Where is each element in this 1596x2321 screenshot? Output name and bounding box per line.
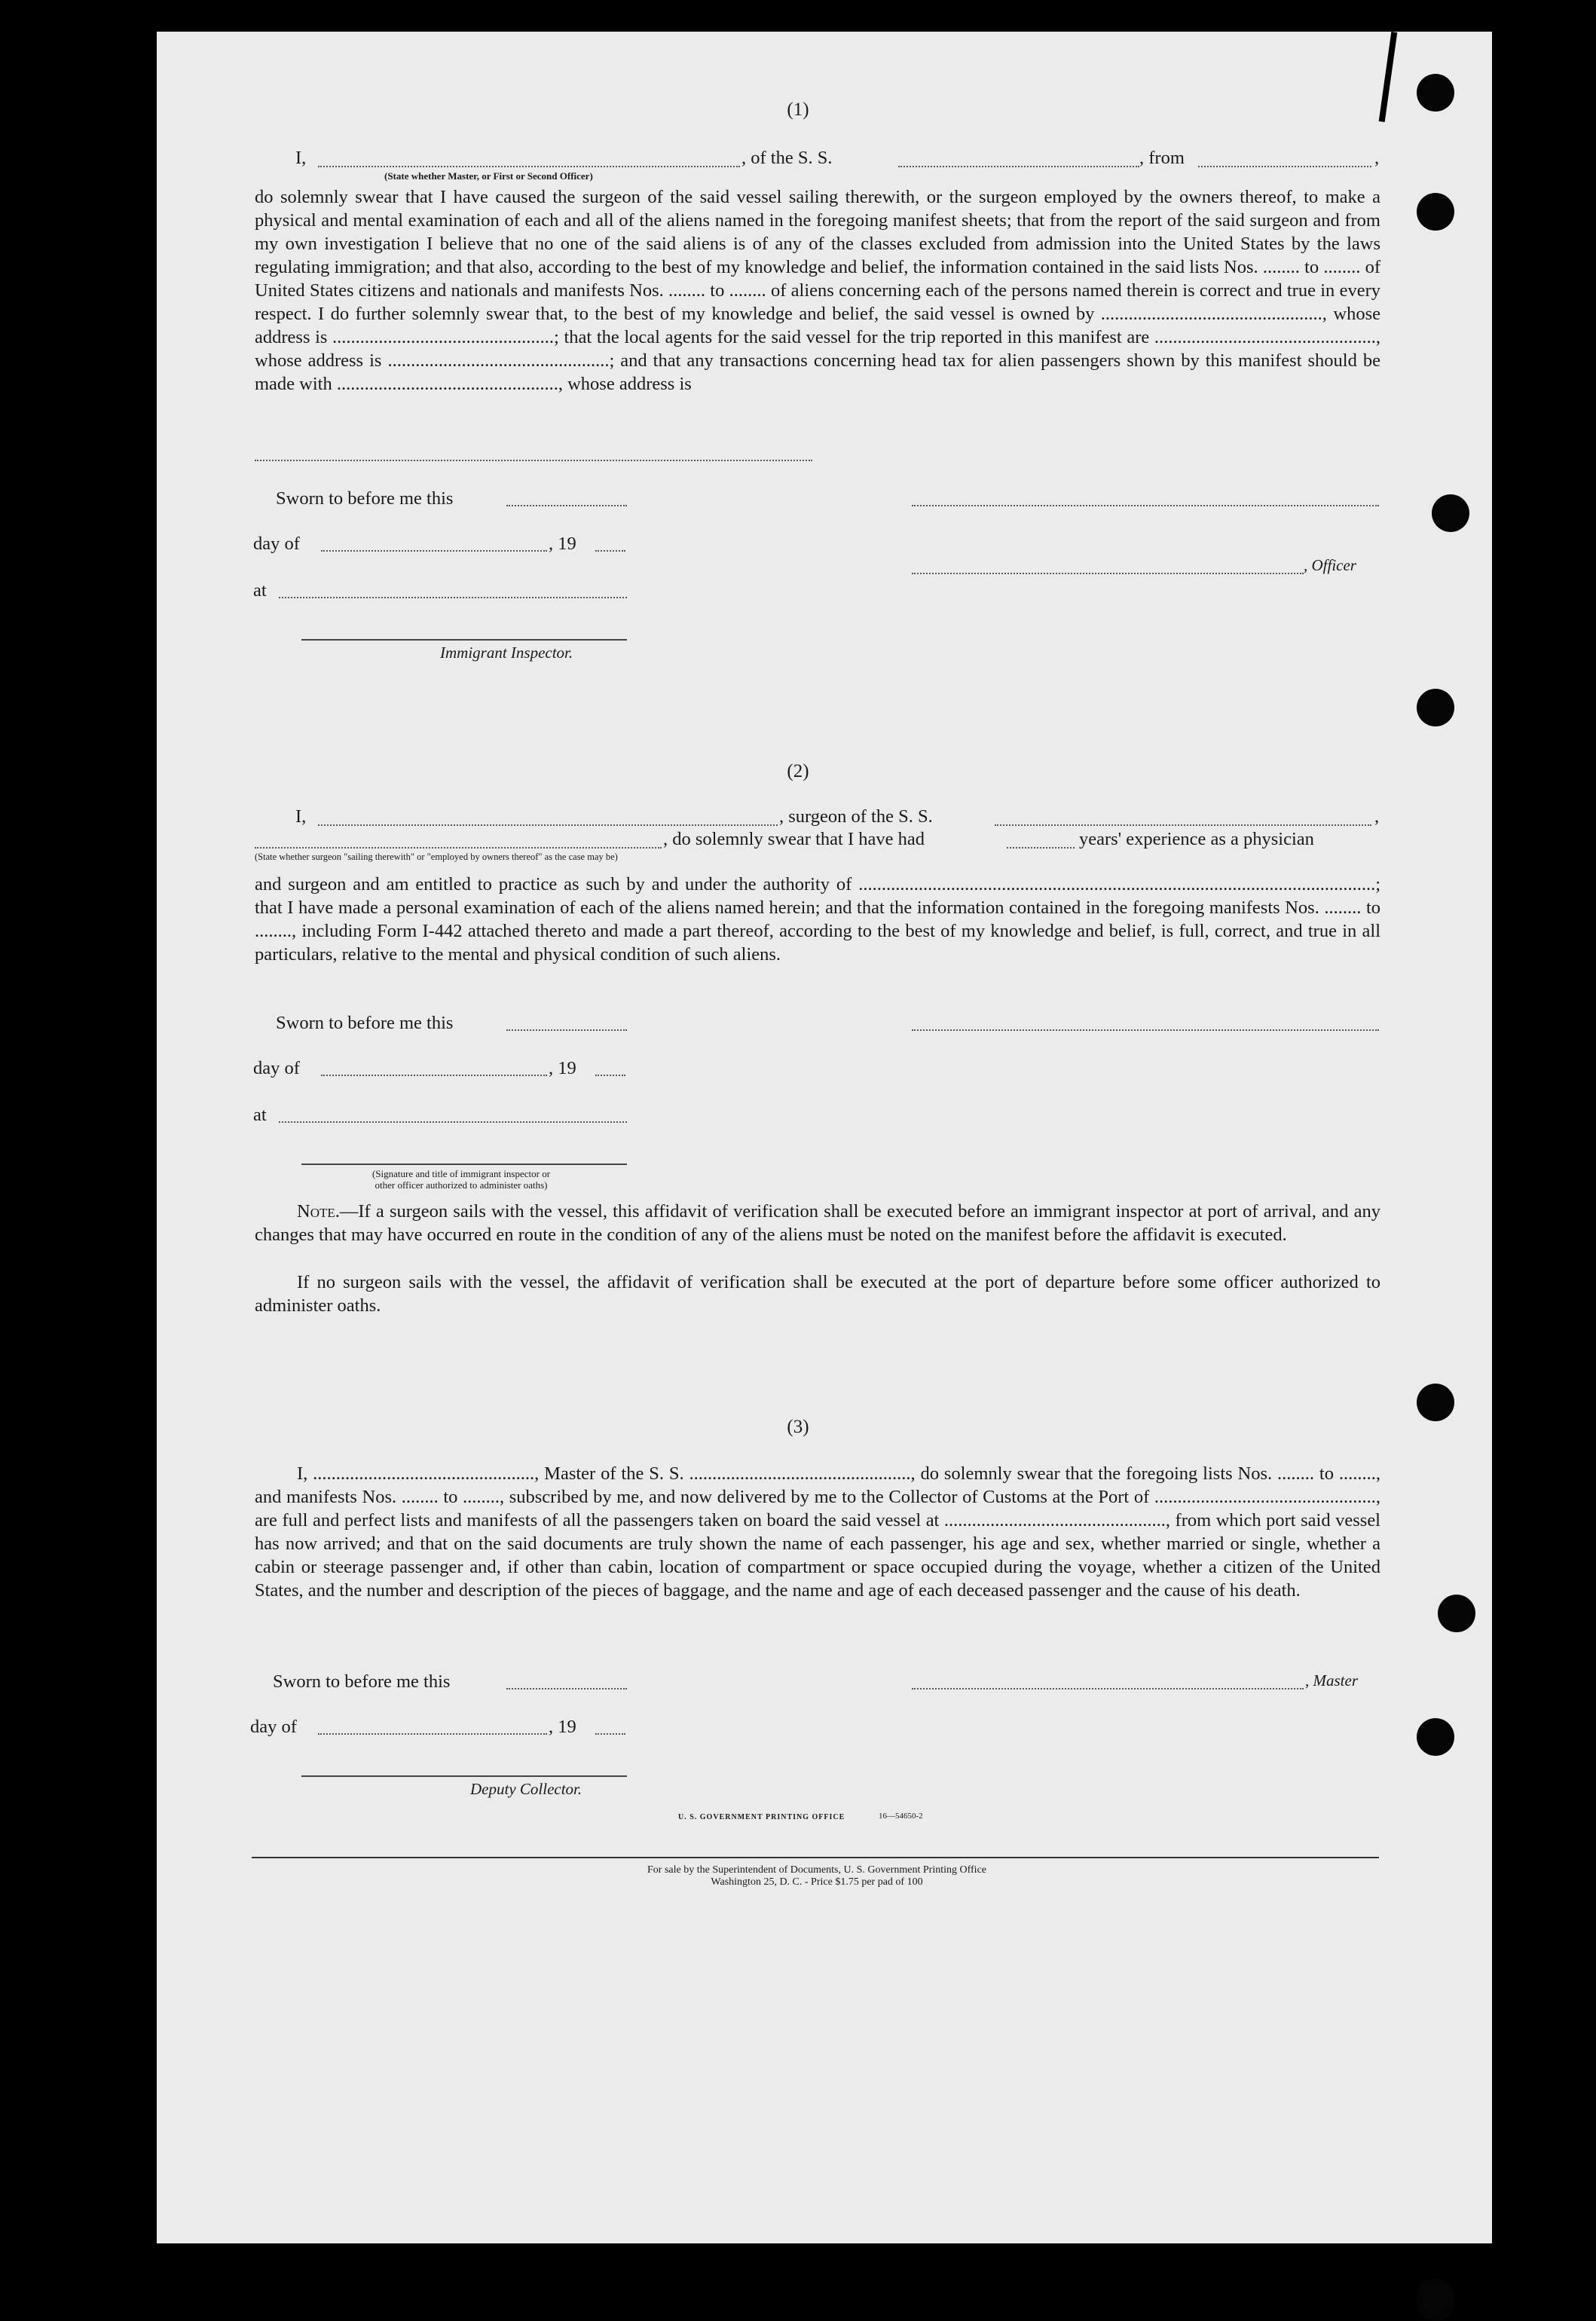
sworn-date-field bbox=[506, 505, 627, 506]
section-1-day-of: day of bbox=[253, 534, 300, 554]
section-1-number: (1) bbox=[787, 99, 809, 120]
at-field bbox=[279, 597, 627, 598]
section-2-surgeon: , surgeon of the S. S. bbox=[779, 806, 933, 827]
note-label: Note. bbox=[297, 1201, 340, 1222]
section-2-at: at bbox=[253, 1105, 267, 1125]
authorized-signature-line bbox=[301, 1164, 627, 1165]
surgeon-status-field bbox=[255, 847, 662, 849]
section-2-number: (2) bbox=[787, 761, 809, 781]
day-of-field-3 bbox=[318, 1733, 547, 1735]
sworn-date-field-3 bbox=[506, 1688, 627, 1690]
year-field-2 bbox=[595, 1075, 625, 1076]
section-1-body: do solemnly swear that I have caused the surgeon of the said vessel sailing therewith, or the surgeon employed by the owners thereof, to make a physical and mental examination of each and all of the aliens named in the foregoing manifest sheets; that from the report of the said surgeon and from my own investigation I believe that no one of the said aliens is of any of the classes excluded from admission into the United States by the laws regulating immigration; and that also, according to the best of my knowledge and belief, the information contained in the said lists Nos. ........ to ........ of United States citizens and nationals and manifests Nos. ........ to ........ of aliens concerning each of the persons named therein is correct and true in every respect. I do further solemnly swear that, to the best of my knowledge and belief, the said vessel is owned by ................................................, whose address is ................................................; that the local agents for the said vessel for the trip reported in this manifest are ................................................, whose address is ................................................; and that any transactions concerning head tax for alien passengers shown by this manifest should be made with ................................................, whose address is bbox=[255, 187, 1380, 394]
day-of-field bbox=[321, 550, 547, 552]
surgeon-name-field bbox=[318, 824, 778, 826]
year-field-3 bbox=[595, 1733, 625, 1735]
section-2-caption: (State whether surgeon "sailing therewith" or "employed by owners thereof" as the case may be) bbox=[255, 852, 618, 862]
master-signature-field bbox=[912, 1688, 1304, 1690]
section-1-of-ss: , of the S. S. bbox=[741, 148, 833, 168]
section-2-i: I, bbox=[295, 806, 307, 827]
form-code: 16—54650-2 bbox=[879, 1812, 923, 1821]
section-1-from: , from bbox=[1139, 148, 1185, 168]
collector-signature-line bbox=[301, 1775, 627, 1777]
ship-name-field bbox=[898, 166, 1139, 167]
section-3-number: (3) bbox=[787, 1417, 809, 1437]
surgeon-signature-field bbox=[912, 1029, 1379, 1031]
binder-hole bbox=[1417, 1384, 1454, 1421]
section-2-comma: , bbox=[1374, 806, 1380, 827]
section-3-body: I, ................................................, Master of the S. S. ................................................, do solemnly swear that the foregoing lists Nos. ........ to ........, and manifests Nos. ........ to ........, subscribed by me, and now delivered by me to the Collector of Customs at the Port of ................................................, are full and perfect lists and manifests of all the passengers taken on board the said vessel at ................................................, from which port said vessel has now arrived; and that on the said documents are truly shown the name of each passenger, his age and sex, whether married or single, whether a cabin or steerage passenger and, if other than cabin, location of compartment or space occupied during the voyage, whether a citizen of the United States, and the number and description of the pieces of baggage, and the name and age of each deceased passenger and the cause of his death. bbox=[255, 1463, 1380, 1601]
section-1-comma: , bbox=[1374, 148, 1380, 168]
immigrant-inspector-label: Immigrant Inspector. bbox=[440, 644, 573, 662]
inspector-signature-line bbox=[301, 639, 627, 641]
year-field bbox=[595, 550, 625, 552]
at-field-2 bbox=[279, 1121, 627, 1123]
binder-hole bbox=[1417, 689, 1454, 726]
surgeon-ship-field bbox=[995, 824, 1371, 826]
signature-caption-2: other officer authorized to administer oaths) bbox=[375, 1179, 548, 1191]
section-1-caption: (State whether Master, or First or Second Officer) bbox=[384, 170, 593, 182]
whose-address-continuation bbox=[255, 460, 812, 461]
section-2-swear: , do solemnly swear that I have had bbox=[663, 829, 925, 849]
officer-label: , Officer bbox=[1304, 556, 1356, 574]
section-3-sworn: Sworn to before me this bbox=[273, 1671, 451, 1692]
section-2-years: years' experience as a physician bbox=[1079, 829, 1314, 849]
printing-office: U. S. GOVERNMENT PRINTING OFFICE bbox=[678, 1813, 845, 1821]
binder-hole bbox=[1417, 1718, 1454, 1756]
section-2-day-of: day of bbox=[253, 1058, 300, 1078]
section-1-year: , 19 bbox=[549, 534, 576, 554]
binder-hole bbox=[1438, 1595, 1475, 1632]
footer-rule bbox=[252, 1857, 1379, 1858]
note-paragraph bbox=[255, 1200, 1380, 1246]
binder-hole bbox=[1432, 494, 1469, 532]
section-3-year: , 19 bbox=[549, 1717, 576, 1737]
section-2-sworn: Sworn to before me this bbox=[276, 1013, 454, 1033]
section-1-at: at bbox=[253, 580, 267, 601]
officer-signature-field bbox=[912, 573, 1304, 574]
deputy-collector-label: Deputy Collector. bbox=[470, 1780, 582, 1798]
section-2-body: and surgeon and am entitled to practice as such by and under the authority of ................................................................................................................; that I have made a personal examination of each of the aliens named herein; and that the information contained in the foregoing manifests Nos. ........ to ........, including Form I-442 attached thereto and made a part thereof, according to the best of my knowledge and belief, is full, correct, and true in all particulars, relative to the mental and physical condition of such aliens. bbox=[255, 874, 1380, 965]
day-of-field-2 bbox=[321, 1075, 547, 1076]
master-title-field bbox=[318, 166, 740, 167]
years-field bbox=[1007, 847, 1075, 849]
signature-field bbox=[912, 505, 1379, 506]
master-label: , Master bbox=[1305, 1671, 1358, 1690]
section-2-year: , 19 bbox=[549, 1058, 576, 1078]
binder-hole bbox=[1417, 193, 1454, 231]
section-1-sworn: Sworn to before me this bbox=[276, 488, 454, 509]
signature-caption-1: (Signature and title of immigrant inspector or bbox=[371, 1168, 551, 1179]
section-3-day-of: day of bbox=[250, 1717, 297, 1737]
note-paragraph-2: If no surgeon sails with the vessel, the affidavit of verification shall be executed at the port of departure before some officer authorized to administer oaths. bbox=[255, 1272, 1380, 1316]
binder-hole bbox=[1417, 2279, 1454, 2316]
sworn-date-field-2 bbox=[506, 1029, 627, 1031]
note-text: —If a surgeon sails with the vessel, this affidavit of verification shall be executed before an immigrant inspector at port of arrival, and any changes that may have occurred en route in the condition of any of the aliens must be noted on the manifest before the affidavit is executed. bbox=[255, 1201, 1380, 1245]
sale-line-1: For sale by the Superintendent of Documents, U. S. Government Printing Office bbox=[647, 1864, 986, 1876]
from-port-field bbox=[1198, 166, 1371, 167]
sale-line-2: Washington 25, D. C. - Price $1.75 per pad of 100 bbox=[711, 1876, 923, 1888]
section-1-i: I, bbox=[295, 148, 307, 168]
